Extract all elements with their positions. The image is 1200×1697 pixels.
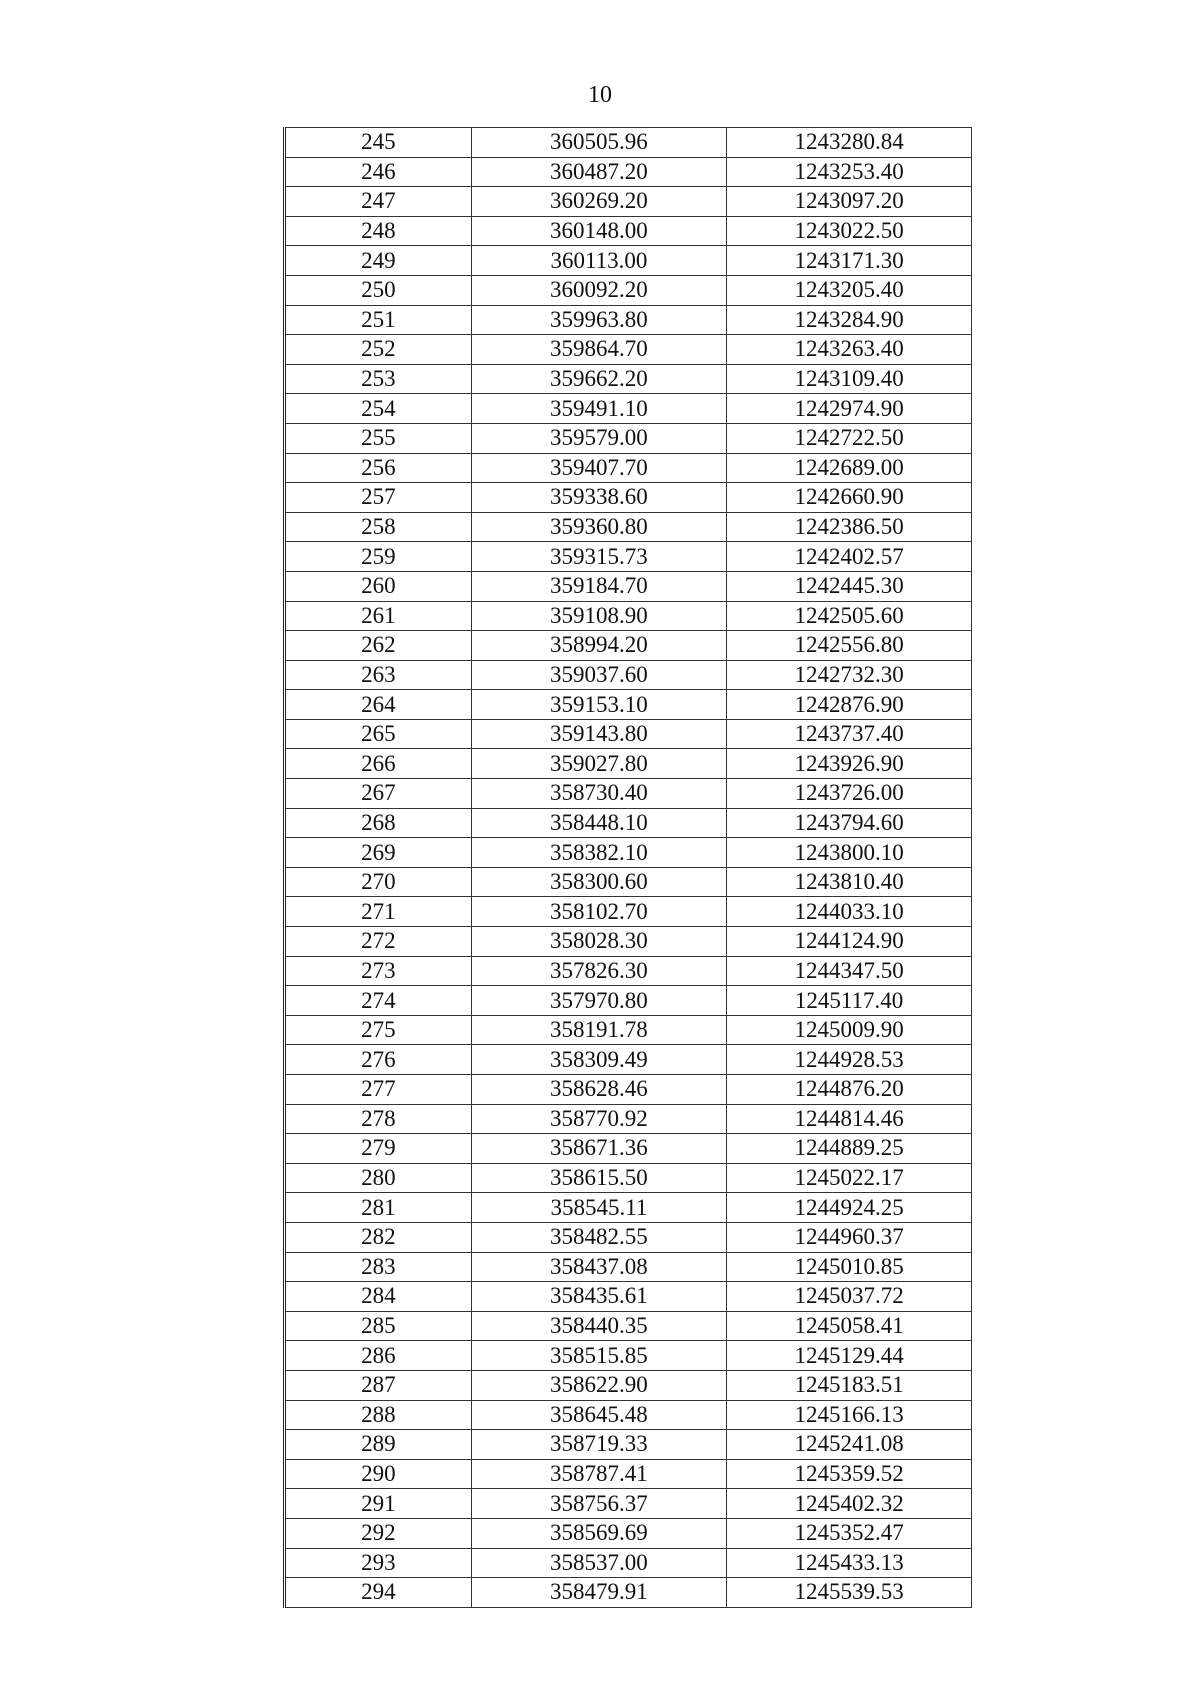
y-coordinate-cell: 1243794.60	[727, 808, 972, 838]
point-number-cell: 257	[285, 483, 472, 513]
point-number-cell: 291	[285, 1489, 472, 1519]
y-coordinate-cell: 1244347.50	[727, 956, 972, 986]
y-coordinate-cell: 1245539.53	[727, 1578, 972, 1608]
x-coordinate-cell: 359143.80	[471, 719, 727, 749]
table-row	[285, 1015, 972, 1045]
x-coordinate-cell: 359407.70	[471, 453, 727, 483]
x-coordinate-cell: 359108.90	[471, 601, 727, 631]
y-coordinate-cell: 1243280.84	[727, 128, 972, 158]
x-coordinate-cell: 357826.30	[471, 956, 727, 986]
coordinate-table	[283, 127, 972, 1608]
point-number-cell: 279	[285, 1134, 472, 1164]
point-number-cell: 253	[285, 364, 472, 394]
table-row	[285, 275, 972, 305]
table-row	[285, 512, 972, 542]
table-row	[285, 1045, 972, 1075]
table-row	[285, 128, 972, 158]
point-number-cell: 284	[285, 1282, 472, 1312]
x-coordinate-cell: 358382.10	[471, 838, 727, 868]
x-coordinate-cell: 358435.61	[471, 1282, 727, 1312]
point-number-cell: 275	[285, 1015, 472, 1045]
table-row	[285, 897, 972, 927]
point-number-cell: 246	[285, 157, 472, 187]
point-number-cell: 277	[285, 1075, 472, 1105]
point-number-cell: 259	[285, 542, 472, 572]
x-coordinate-cell: 358515.85	[471, 1341, 727, 1371]
point-number-cell: 281	[285, 1193, 472, 1223]
table-row	[285, 335, 972, 365]
point-number-cell: 260	[285, 571, 472, 601]
x-coordinate-cell: 359360.80	[471, 512, 727, 542]
x-coordinate-cell: 359315.73	[471, 542, 727, 572]
y-coordinate-cell: 1245241.08	[727, 1430, 972, 1460]
y-coordinate-cell: 1245166.13	[727, 1400, 972, 1430]
point-number-cell: 274	[285, 986, 472, 1016]
point-number-cell: 287	[285, 1370, 472, 1400]
table-row	[285, 1222, 972, 1252]
y-coordinate-cell: 1244033.10	[727, 897, 972, 927]
x-coordinate-cell: 358482.55	[471, 1222, 727, 1252]
x-coordinate-cell: 359491.10	[471, 394, 727, 424]
x-coordinate-cell: 358730.40	[471, 779, 727, 809]
x-coordinate-cell: 358545.11	[471, 1193, 727, 1223]
y-coordinate-cell: 1243171.30	[727, 246, 972, 276]
point-number-cell: 285	[285, 1311, 472, 1341]
point-number-cell: 248	[285, 216, 472, 246]
x-coordinate-cell: 359153.10	[471, 690, 727, 720]
x-coordinate-cell: 357970.80	[471, 986, 727, 1016]
y-coordinate-cell: 1243109.40	[727, 364, 972, 394]
point-number-cell: 249	[285, 246, 472, 276]
table-row	[285, 838, 972, 868]
table-row	[285, 927, 972, 957]
point-number-cell: 250	[285, 275, 472, 305]
point-number-cell: 269	[285, 838, 472, 868]
point-number-cell: 247	[285, 187, 472, 217]
table-row	[285, 1311, 972, 1341]
point-number-cell: 256	[285, 453, 472, 483]
y-coordinate-cell: 1242689.00	[727, 453, 972, 483]
table-row	[285, 631, 972, 661]
point-number-cell: 262	[285, 631, 472, 661]
x-coordinate-cell: 358479.91	[471, 1578, 727, 1608]
point-number-cell: 276	[285, 1045, 472, 1075]
y-coordinate-cell: 1243810.40	[727, 867, 972, 897]
point-number-cell: 294	[285, 1578, 472, 1608]
y-coordinate-cell: 1245359.52	[727, 1459, 972, 1489]
x-coordinate-cell: 358645.48	[471, 1400, 727, 1430]
y-coordinate-cell: 1243263.40	[727, 335, 972, 365]
table-row	[285, 1578, 972, 1608]
table-row	[285, 453, 972, 483]
y-coordinate-cell: 1243253.40	[727, 157, 972, 187]
x-coordinate-cell: 358622.90	[471, 1370, 727, 1400]
table-row	[285, 1075, 972, 1105]
x-coordinate-cell: 358102.70	[471, 897, 727, 927]
y-coordinate-cell: 1243022.50	[727, 216, 972, 246]
point-number-cell: 254	[285, 394, 472, 424]
y-coordinate-cell: 1242732.30	[727, 660, 972, 690]
table-row	[285, 1163, 972, 1193]
y-coordinate-cell: 1245402.32	[727, 1489, 972, 1519]
point-number-cell: 272	[285, 927, 472, 957]
y-coordinate-cell: 1244814.46	[727, 1104, 972, 1134]
x-coordinate-cell: 359338.60	[471, 483, 727, 513]
y-coordinate-cell: 1244889.25	[727, 1134, 972, 1164]
x-coordinate-cell: 358191.78	[471, 1015, 727, 1045]
table-row	[285, 1459, 972, 1489]
x-coordinate-cell: 359184.70	[471, 571, 727, 601]
point-number-cell: 286	[285, 1341, 472, 1371]
y-coordinate-cell: 1242386.50	[727, 512, 972, 542]
y-coordinate-cell: 1244124.90	[727, 927, 972, 957]
point-number-cell: 263	[285, 660, 472, 690]
point-number-cell: 266	[285, 749, 472, 779]
x-coordinate-cell: 358719.33	[471, 1430, 727, 1460]
y-coordinate-cell: 1245117.40	[727, 986, 972, 1016]
x-coordinate-cell: 360092.20	[471, 275, 727, 305]
table-row	[285, 779, 972, 809]
y-coordinate-cell: 1243926.90	[727, 749, 972, 779]
point-number-cell: 283	[285, 1252, 472, 1282]
x-coordinate-cell: 359037.60	[471, 660, 727, 690]
table-row	[285, 986, 972, 1016]
y-coordinate-cell: 1245009.90	[727, 1015, 972, 1045]
table-row	[285, 1430, 972, 1460]
point-number-cell: 290	[285, 1459, 472, 1489]
table-row	[285, 571, 972, 601]
table-row	[285, 1104, 972, 1134]
point-number-cell: 264	[285, 690, 472, 720]
x-coordinate-cell: 358756.37	[471, 1489, 727, 1519]
x-coordinate-cell: 358448.10	[471, 808, 727, 838]
point-number-cell: 251	[285, 305, 472, 335]
x-coordinate-cell: 359662.20	[471, 364, 727, 394]
table-row	[285, 808, 972, 838]
point-number-cell: 252	[285, 335, 472, 365]
y-coordinate-cell: 1242402.57	[727, 542, 972, 572]
y-coordinate-cell: 1243205.40	[727, 275, 972, 305]
y-coordinate-cell: 1242722.50	[727, 423, 972, 453]
point-number-cell: 278	[285, 1104, 472, 1134]
point-number-cell: 265	[285, 719, 472, 749]
y-coordinate-cell: 1242556.80	[727, 631, 972, 661]
table-row	[285, 749, 972, 779]
x-coordinate-cell: 358300.60	[471, 867, 727, 897]
x-coordinate-cell: 358437.08	[471, 1252, 727, 1282]
table-row	[285, 364, 972, 394]
x-coordinate-cell: 359963.80	[471, 305, 727, 335]
x-coordinate-cell: 358569.69	[471, 1518, 727, 1548]
x-coordinate-cell: 360505.96	[471, 128, 727, 158]
y-coordinate-cell: 1242876.90	[727, 690, 972, 720]
x-coordinate-cell: 358440.35	[471, 1311, 727, 1341]
x-coordinate-cell: 358787.41	[471, 1459, 727, 1489]
x-coordinate-cell: 360269.20	[471, 187, 727, 217]
table-row	[285, 187, 972, 217]
y-coordinate-cell: 1243284.90	[727, 305, 972, 335]
point-number-cell: 245	[285, 128, 472, 158]
table-row	[285, 601, 972, 631]
y-coordinate-cell: 1245058.41	[727, 1311, 972, 1341]
x-coordinate-cell: 358671.36	[471, 1134, 727, 1164]
point-number-cell: 267	[285, 779, 472, 809]
table-row	[285, 1134, 972, 1164]
point-number-cell: 255	[285, 423, 472, 453]
x-coordinate-cell: 358615.50	[471, 1163, 727, 1193]
x-coordinate-cell: 358770.92	[471, 1104, 727, 1134]
table-row	[285, 394, 972, 424]
point-number-cell: 273	[285, 956, 472, 986]
table-row	[285, 956, 972, 986]
table-row	[285, 1548, 972, 1578]
table-row	[285, 1282, 972, 1312]
y-coordinate-cell: 1242974.90	[727, 394, 972, 424]
point-number-cell: 289	[285, 1430, 472, 1460]
y-coordinate-cell: 1243737.40	[727, 719, 972, 749]
table-row	[285, 867, 972, 897]
x-coordinate-cell: 358628.46	[471, 1075, 727, 1105]
table-row	[285, 542, 972, 572]
table-row	[285, 1489, 972, 1519]
point-number-cell: 268	[285, 808, 472, 838]
x-coordinate-cell: 358028.30	[471, 927, 727, 957]
y-coordinate-cell: 1245352.47	[727, 1518, 972, 1548]
point-number-cell: 282	[285, 1222, 472, 1252]
y-coordinate-cell: 1245129.44	[727, 1341, 972, 1371]
table-row	[285, 216, 972, 246]
y-coordinate-cell: 1245010.85	[727, 1252, 972, 1282]
x-coordinate-cell: 360113.00	[471, 246, 727, 276]
table-row	[285, 483, 972, 513]
x-coordinate-cell: 358994.20	[471, 631, 727, 661]
table-row	[285, 719, 972, 749]
page-number: 10	[588, 82, 612, 108]
y-coordinate-cell: 1245022.17	[727, 1163, 972, 1193]
point-number-cell: 292	[285, 1518, 472, 1548]
y-coordinate-cell: 1242445.30	[727, 571, 972, 601]
x-coordinate-cell: 360148.00	[471, 216, 727, 246]
y-coordinate-cell: 1244960.37	[727, 1222, 972, 1252]
y-coordinate-cell: 1243726.00	[727, 779, 972, 809]
point-number-cell: 288	[285, 1400, 472, 1430]
table-row	[285, 1193, 972, 1223]
point-number-cell: 271	[285, 897, 472, 927]
table-row	[285, 660, 972, 690]
y-coordinate-cell: 1244928.53	[727, 1045, 972, 1075]
y-coordinate-cell: 1245183.51	[727, 1370, 972, 1400]
table-row	[285, 305, 972, 335]
x-coordinate-cell: 359864.70	[471, 335, 727, 365]
table-row	[285, 1370, 972, 1400]
x-coordinate-cell: 358309.49	[471, 1045, 727, 1075]
y-coordinate-cell: 1243097.20	[727, 187, 972, 217]
y-coordinate-cell: 1242505.60	[727, 601, 972, 631]
x-coordinate-cell: 359027.80	[471, 749, 727, 779]
y-coordinate-cell: 1244876.20	[727, 1075, 972, 1105]
point-number-cell: 293	[285, 1548, 472, 1578]
y-coordinate-cell: 1243800.10	[727, 838, 972, 868]
table-row	[285, 1252, 972, 1282]
x-coordinate-cell: 358537.00	[471, 1548, 727, 1578]
y-coordinate-cell: 1244924.25	[727, 1193, 972, 1223]
point-number-cell: 261	[285, 601, 472, 631]
table-row	[285, 157, 972, 187]
x-coordinate-cell: 360487.20	[471, 157, 727, 187]
table-row	[285, 423, 972, 453]
y-coordinate-cell: 1242660.90	[727, 483, 972, 513]
y-coordinate-cell: 1245433.13	[727, 1548, 972, 1578]
point-number-cell: 270	[285, 867, 472, 897]
table-row	[285, 246, 972, 276]
table-row	[285, 1400, 972, 1430]
table-row	[285, 690, 972, 720]
coordinate-table-body	[285, 128, 972, 1608]
point-number-cell: 258	[285, 512, 472, 542]
point-number-cell: 280	[285, 1163, 472, 1193]
y-coordinate-cell: 1245037.72	[727, 1282, 972, 1312]
x-coordinate-cell: 359579.00	[471, 423, 727, 453]
table-row	[285, 1341, 972, 1371]
table-row	[285, 1518, 972, 1548]
